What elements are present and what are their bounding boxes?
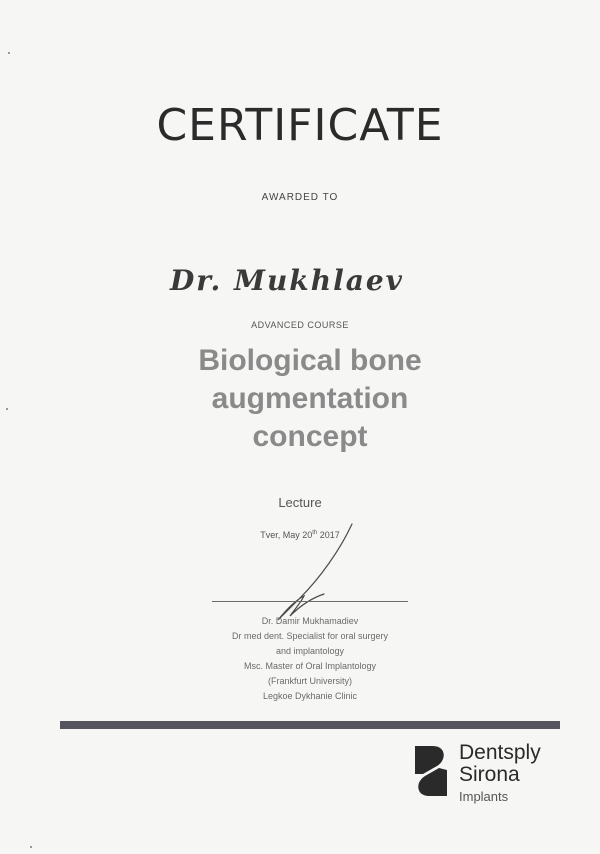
logo-brand-line-2: Sirona: [459, 763, 520, 786]
course-title-line-3: concept: [252, 420, 368, 453]
course-title-line-1: Biological bone: [198, 344, 422, 377]
signatory-line-1: Dr. Damir Mukhamadiev: [261, 616, 359, 626]
scan-speck: [8, 52, 10, 54]
recipient-name: Dr. Mukhlaev: [170, 264, 404, 297]
date-year: 2017: [317, 530, 340, 540]
scan-speck: [30, 846, 32, 848]
signature-line: [212, 601, 408, 602]
date-suffix: th: [312, 530, 318, 536]
course-title-line-2: augmentation: [211, 382, 409, 415]
course-format: Lecture: [278, 495, 322, 510]
signatory-line-3: and implantology: [275, 646, 345, 656]
signatory-line-6: Legkoe Dykhanie Clinic: [262, 691, 358, 701]
footer-divider-bar: [60, 721, 560, 729]
course-type: ADVANCED COURSE: [251, 320, 349, 330]
logo-subline: Implants: [459, 789, 509, 804]
signatory-block: [190, 614, 430, 704]
scan-speck: [6, 408, 8, 410]
dentsply-sirona-logo-icon: [413, 744, 449, 798]
signatory-line-5: (Frankfurt University): [267, 676, 352, 686]
certificate-title: CERTIFICATE: [156, 100, 444, 151]
dentsply-sirona-logo: [413, 742, 573, 812]
awarded-to-label: AWARDED TO: [261, 192, 339, 203]
signatory-line-4: Msc. Master of Oral Implantology: [243, 661, 377, 671]
logo-text: [459, 742, 541, 806]
signatory-line-2: Dr med dent. Specialist for oral surgery: [231, 631, 389, 641]
course-title: [90, 342, 530, 456]
logo-brand-line-1: Dentsply: [459, 741, 541, 764]
date-prefix: Tver, May 20: [260, 530, 313, 540]
